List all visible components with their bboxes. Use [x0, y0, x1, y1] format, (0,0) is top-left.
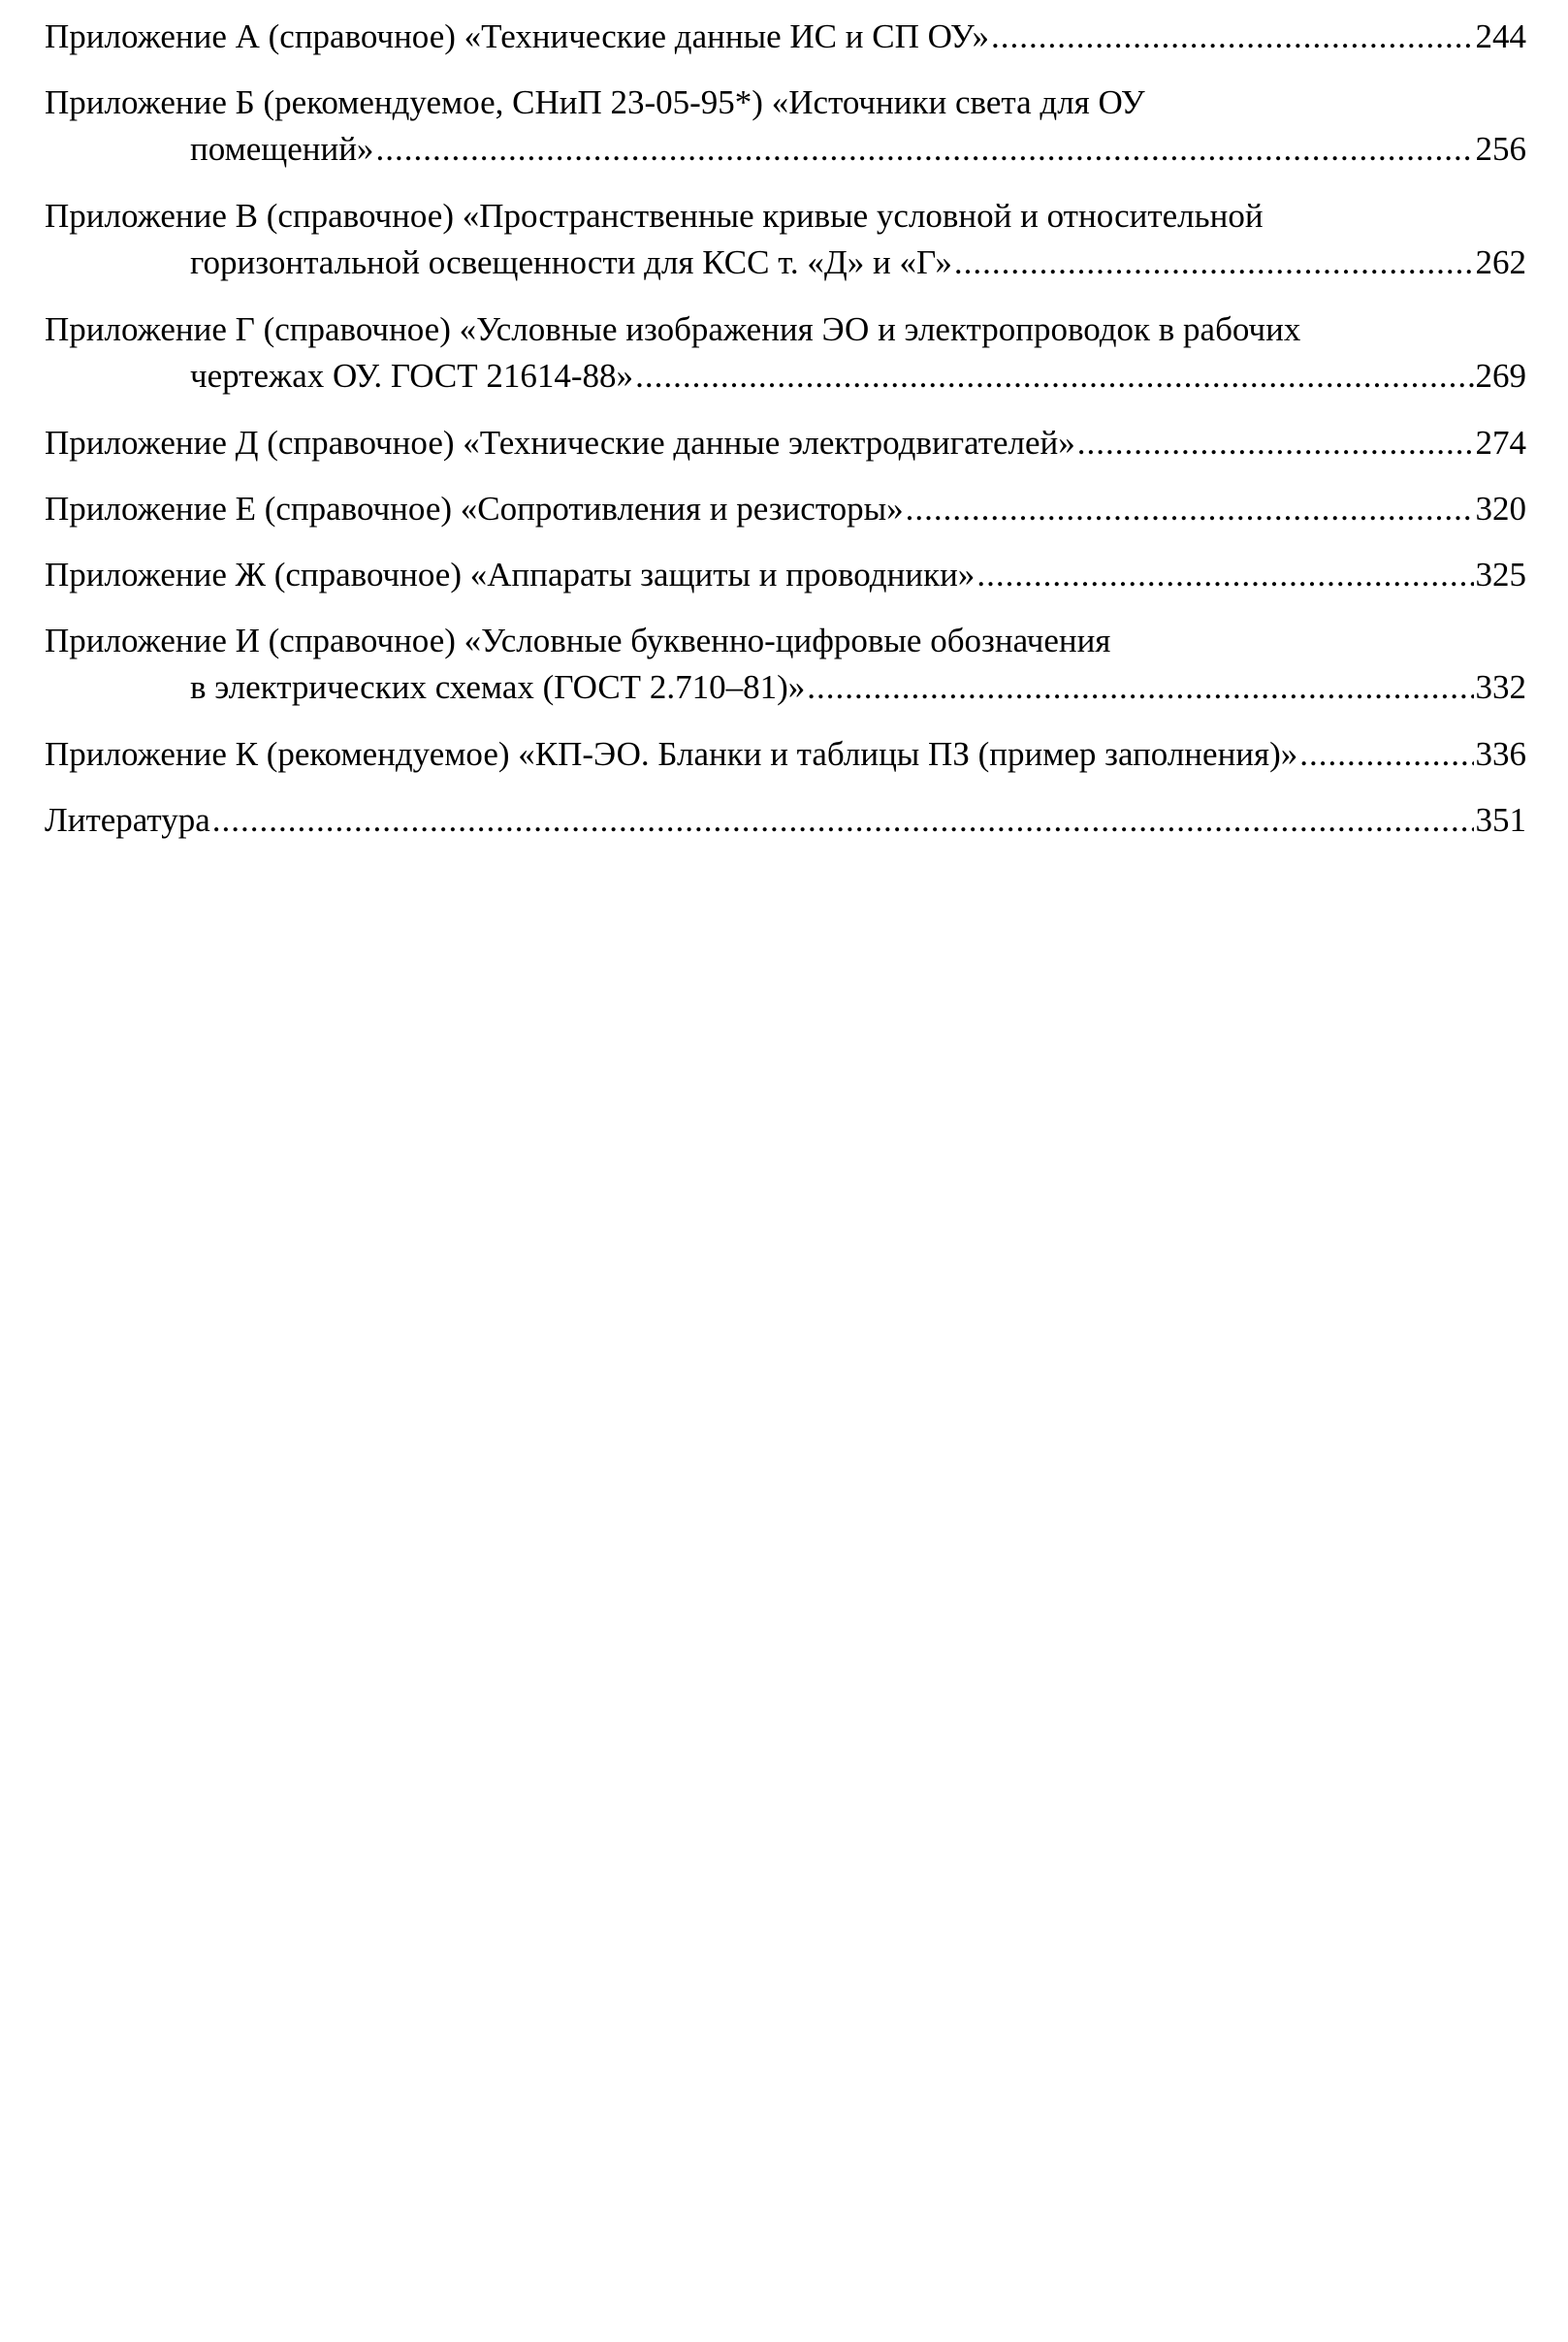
toc-entry-appendix-i [45, 618, 1526, 711]
toc-page-number: 325 [1475, 556, 1526, 594]
toc-entry-title: Приложение Е (справочное) «Сопротивления и резисторы» [45, 490, 904, 528]
toc-entry-line [45, 126, 1526, 173]
toc-entry-appendix-k [45, 731, 1526, 778]
toc-entry-title-continued: чертежах ОУ. ГОСТ 21614-88» [190, 357, 634, 395]
toc-entry-title: Приложение Г (справочное) «Условные изображения ЭО и электропроводок в рабочих [45, 310, 1301, 348]
toc-page-number: 262 [1475, 243, 1526, 281]
toc-entry-line [45, 14, 1526, 60]
toc-entry-appendix-zh [45, 552, 1526, 598]
dot-leader [635, 353, 1473, 400]
toc-entry-title: Литература [45, 801, 210, 839]
toc-entry-appendix-a [45, 14, 1526, 60]
dot-leader [212, 797, 1474, 844]
toc-page-number: 336 [1475, 735, 1526, 773]
toc-page-number: 274 [1475, 424, 1526, 462]
toc-entry-title-continued: горизонтальной освещенности для КСС т. «Д» и «Г» [190, 243, 952, 281]
toc-entry-literature [45, 797, 1526, 844]
toc-entry-line [45, 486, 1526, 532]
toc-page-number: 332 [1475, 668, 1526, 706]
dot-leader [1077, 420, 1474, 466]
toc-page-number: 351 [1475, 801, 1526, 839]
dot-leader [1299, 731, 1473, 778]
toc-entry-title: Приложение К (рекомендуемое) «КП-ЭО. Бланки и таблицы ПЗ (пример заполнения)» [45, 735, 1298, 773]
toc-entry-line [45, 240, 1526, 286]
toc-entry-line [45, 664, 1526, 711]
toc-entry-title: Приложение Б (рекомендуемое, СНиП 23-05-95*) «Источники света для ОУ [45, 83, 1145, 121]
toc-entry-title: Приложение В (справочное) «Пространственные кривые условной и относительной [45, 197, 1264, 235]
dot-leader [954, 240, 1474, 286]
dot-leader [807, 664, 1473, 711]
dot-leader [991, 14, 1473, 60]
table-of-contents [45, 14, 1526, 863]
dot-leader [375, 126, 1473, 173]
toc-entry-title: Приложение Ж (справочное) «Аппараты защиты и проводники» [45, 556, 976, 594]
toc-entry-line [45, 420, 1526, 466]
toc-entry-line [45, 797, 1526, 844]
toc-entry-appendix-v [45, 193, 1526, 286]
toc-entry-title-continued: помещений» [190, 130, 374, 168]
toc-entry-appendix-d [45, 420, 1526, 466]
toc-entry-title: Приложение А (справочное) «Технические данные ИС и СП ОУ» [45, 17, 990, 55]
toc-page-number: 269 [1475, 357, 1526, 395]
dot-leader [906, 486, 1474, 532]
toc-entry-line [45, 552, 1526, 598]
toc-entry-title-continued: в электрических схемах (ГОСТ 2.710–81)» [190, 668, 806, 706]
toc-page-number: 320 [1475, 490, 1526, 528]
dot-leader [976, 552, 1473, 598]
toc-entry-title: Приложение И (справочное) «Условные буквенно-цифровые обозначения [45, 622, 1111, 659]
toc-entry-title: Приложение Д (справочное) «Технические данные электродвигателей» [45, 424, 1075, 462]
toc-entry-line [45, 731, 1526, 778]
toc-page-number: 244 [1475, 17, 1526, 55]
toc-entry-appendix-b [45, 80, 1526, 173]
toc-entry-appendix-e [45, 486, 1526, 532]
toc-entry-line [45, 353, 1526, 400]
toc-page-number: 256 [1475, 130, 1526, 168]
toc-entry-appendix-g [45, 306, 1526, 400]
